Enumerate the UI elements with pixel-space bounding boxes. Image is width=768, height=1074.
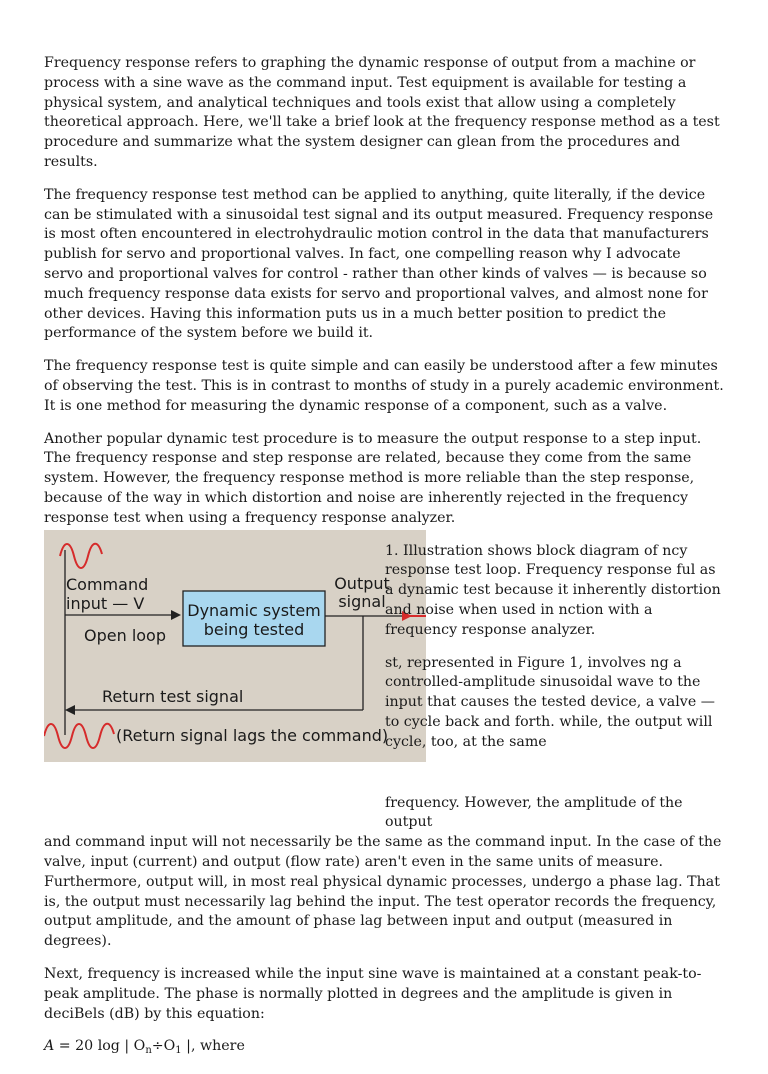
- continuation-rest: and command input will not necessarily be the same as the command input. In the case of the valve, input (current) and output (flow rate) aren't even in the same units of measure. Furthermore, output will, in most real physical dynamic processes, undergo a phase lag. That is, the output must necessarily lag behind the input. The test operator records the frequency, output amplitude, and the amount of phase lag between input and output (measured in degrees).: [44, 834, 722, 950]
- paragraph-continuation: [44, 794, 724, 952]
- side-text-column: [385, 542, 724, 766]
- block-label-1: Dynamic system: [187, 600, 321, 620]
- return-test-signal-label: Return test signal: [102, 686, 244, 706]
- formula-prefix: = 20 log | O: [54, 1038, 146, 1055]
- side-paragraph-caption: 1. Illustration shows block diagram of ncy response test loop. Frequency response ful as a dynamic test because it inherently distortion and noise when used in nction with a frequency response analyzer.: [385, 542, 721, 638]
- open-loop-label: Open loop: [84, 625, 166, 645]
- formula-variable: A: [44, 1038, 55, 1055]
- paragraph-frequency-increase: Next, frequency is increased while the input sine wave is maintained at a constant peak-to-peak amplitude. The phase is normally plotted in degrees and the amplitude is given in deciBels (dB) by this equation:: [44, 965, 702, 1022]
- output-label-1: Output: [334, 573, 390, 593]
- formula-divide: ÷O: [151, 1038, 176, 1055]
- formula-suffix: |, where: [181, 1038, 245, 1055]
- command-label-1: Command: [66, 574, 149, 594]
- formula-sub-n: n: [145, 1045, 152, 1057]
- lag-note-label: (Return signal lags the command): [116, 725, 389, 745]
- figure-block-diagram: [44, 530, 426, 762]
- output-label-2: signal: [338, 591, 386, 611]
- input-arrow-head: [171, 610, 181, 620]
- continuation-first-line: frequency. However, the amplitude of the output: [385, 794, 683, 831]
- paragraph-step-response: Another popular dynamic test procedure is to measure the output response to a step input. The frequency response and step response are related, because they come from the same system. However, the frequency response method is more reliable than the step response, because of the way in which distortion and noise are inherently rejected in the frequency response test when using a frequency response analyzer.: [44, 430, 702, 526]
- block-diagram-svg: [44, 530, 426, 762]
- block-label-2: being tested: [203, 619, 305, 639]
- paragraph-intro: Frequency response refers to graphing the dynamic response of output from a machine or process with a sine wave as the command input. Test equipment is available for testing a physical system, and analytical techniques and tools exist that allow using a completely theoretical approach. Here, we'll take a brief look at the frequency response method as a test procedure and summarize what the system designer can glean from the procedures and results.: [44, 55, 720, 170]
- amplitude-formula: [44, 1037, 724, 1061]
- figure-section: [44, 542, 724, 794]
- paragraph-test-method: The frequency response test method can be applied to anything, quite literally, if the device can be stimulated with a sinusoidal test signal and its output measured. Frequency response is most often encountered in electrohydraulic motion control in the data that manufacturers publish for servo and proportional valves. In fact, one compelling reason why I advocate servo and proportional valves for control - rather than other kinds of valves — is because so much frequency response data exists for servo and proportional valves, and almost none for other devices. Having this information puts us in a much better position to predict the performance of the system before we build it.: [44, 186, 714, 342]
- formula-sub-1: 1: [175, 1045, 182, 1057]
- return-sine-icon: [44, 723, 114, 747]
- return-arrow-head: [65, 705, 75, 715]
- command-label-2: input — V: [66, 593, 145, 613]
- paragraph-simplicity: The frequency response test is quite simple and can easily be understood after a few minutes of observing the test. This is in contrast to months of study in a purely academic environment. It is one method for measuring the dynamic response of a component, such as a valve.: [44, 358, 724, 414]
- side-paragraph-procedure: st, represented in Figure 1, involves ng a controlled-amplitude sinusoidal wave to the input that causes the tested device, a valve — to cycle back and forth. while, the output will cycle, too, at the same: [385, 654, 715, 750]
- command-sine-icon: [60, 543, 102, 567]
- article-body: [44, 54, 724, 1074]
